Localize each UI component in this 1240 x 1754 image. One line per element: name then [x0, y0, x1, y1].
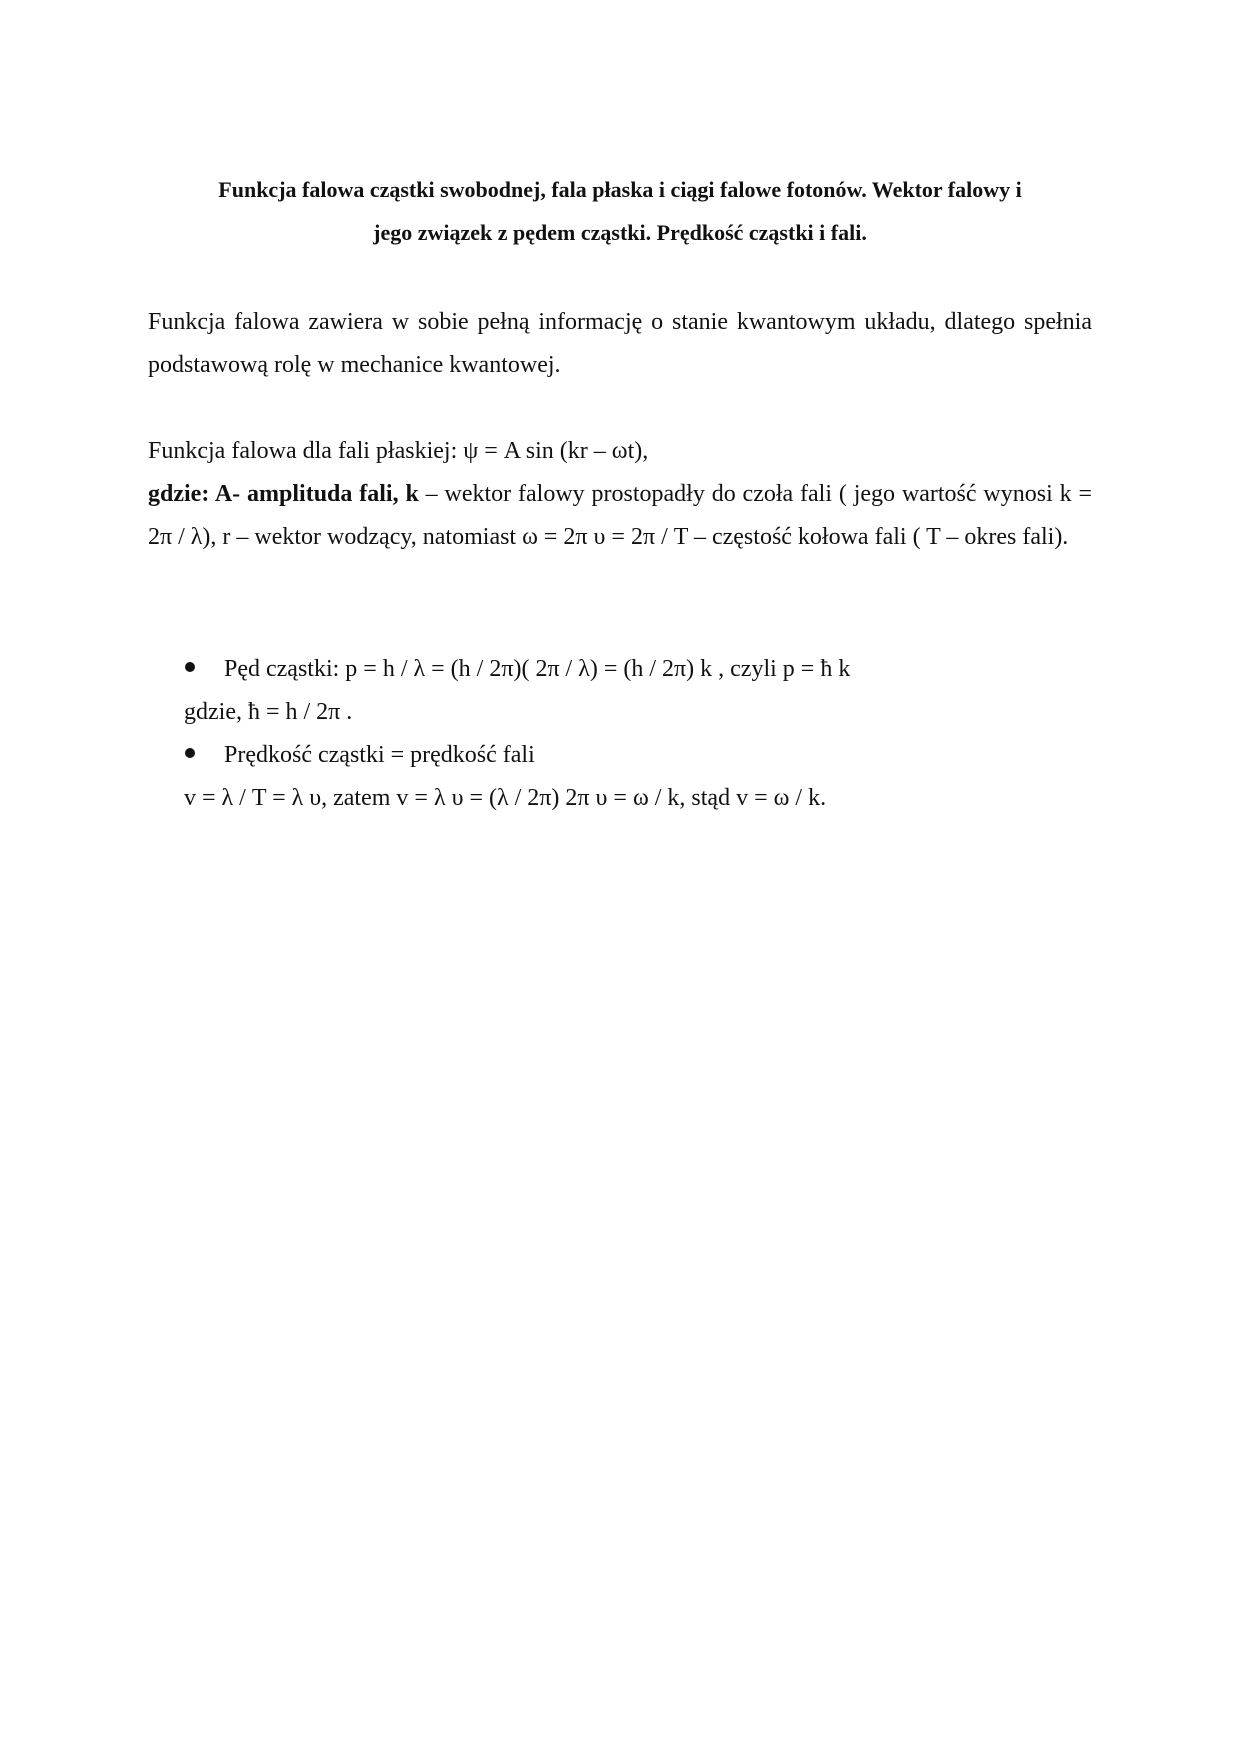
velocity-text: Prędkość cząstki = prędkość fali [224, 742, 535, 768]
momentum-continuation: gdzie, ħ = h / 2π . [184, 699, 353, 725]
bullet-list [184, 648, 1084, 820]
wave-function-description: – wektor falowy prostopadły do czoła fali ( jego wartość wynosi k = 2π / λ), r – wektor wodzący, natomiast ω = 2π υ = 2π / T – częstość kołowa fali ( T – okres fali). [148, 481, 1092, 550]
paragraph-intro: Funkcja falowa zawiera w sobie pełną informację o stanie kwantowym układu, dlatego spełnia podstawową rolę w mechanice kwantowej. [148, 309, 1092, 378]
gdzie-label: gdzie: A- amplituda fali, k [148, 481, 419, 507]
bullet-icon [185, 662, 195, 672]
velocity-continuation: v = λ / T = λ υ, zatem v = λ υ = (λ / 2π) 2π υ = ω / k, stąd v = ω / k. [184, 785, 827, 811]
document-title [148, 168, 1092, 254]
wave-function-formula: Funkcja falowa dla fali płaskiej: ψ = A sin (kr – ωt), [148, 438, 649, 464]
momentum-text: Pęd cząstki: p = h / λ = (h / 2π)( 2π / λ) = (h / 2π) k , czyli p = ħ k [224, 656, 851, 682]
title-line-1: Funkcja falowa cząstki swobodnej, fala płaska i ciągi falowe fotonów. Wektor falowy i [218, 177, 1022, 202]
bullet-icon [185, 748, 195, 758]
title-line-2: jego związek z pędem cząstki. Prędkość cząstki i fali. [373, 220, 867, 245]
paragraph-wave-function [148, 430, 1092, 559]
list-item-velocity [184, 734, 1084, 777]
list-item-momentum [184, 648, 1084, 691]
